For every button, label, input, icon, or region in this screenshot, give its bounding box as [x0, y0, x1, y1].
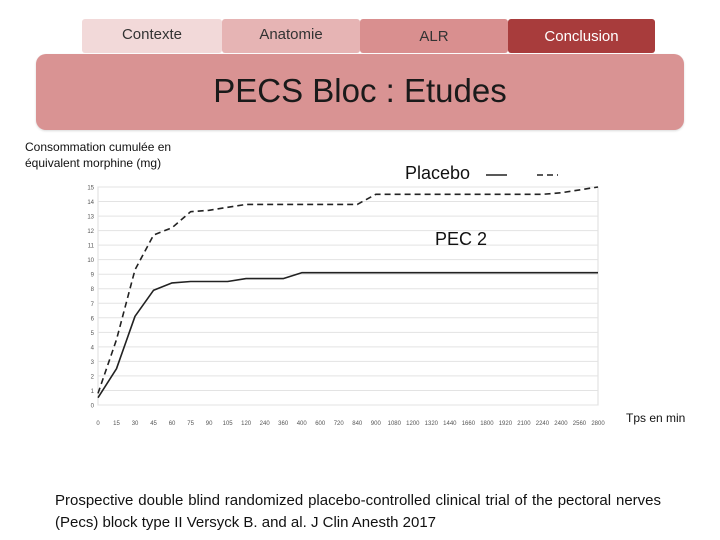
x-tick-label: 720 [333, 421, 344, 427]
x-tick-label: 2240 [535, 421, 550, 427]
tab-label: Conclusion [544, 28, 619, 45]
x-axis-label: Tps en min [626, 411, 686, 425]
plot-area [98, 187, 598, 405]
legend-label-placebo: Placebo [405, 163, 471, 183]
x-tick-label: 2400 [554, 421, 568, 427]
page-title: PECS Bloc : Etudes [213, 72, 507, 109]
y-tick-label: 11 [87, 243, 94, 250]
y-tick-label: 2 [90, 374, 94, 381]
x-tick-label: 75 [187, 421, 194, 427]
y-tick-label: 3 [90, 359, 94, 366]
y-tick-label: 13 [87, 214, 94, 221]
x-tick-label: 600 [315, 421, 326, 427]
y-tick-label: 14 [87, 200, 94, 207]
x-tick-label: 105 [222, 421, 233, 427]
legend-label-pec2: PEC 2 [435, 229, 488, 249]
y-tick-label: 1 [90, 388, 94, 395]
x-tick-label: 15 [113, 421, 120, 427]
y-tick-label: 6 [90, 316, 94, 323]
y-axis-label-text: Consommation cumulée en équivalent morphine (mg) [25, 140, 172, 170]
x-tick-label: 1920 [498, 421, 513, 427]
y-tick-label: 8 [90, 287, 94, 294]
y-tick-label: 5 [90, 330, 94, 337]
tab-label: ALR [419, 28, 449, 45]
x-tick-label: 2100 [517, 421, 531, 427]
x-tick-label: 45 [150, 421, 157, 427]
y-tick-label: 12 [87, 229, 94, 236]
x-tick-label: 1660 [461, 421, 476, 427]
x-tick-label: 400 [296, 421, 307, 427]
tab-label: Anatomie [259, 26, 323, 43]
caption: Prospective double blind randomized placebo-controlled clinical trial of the pectoral nerves (Pecs) block type II Versyck B. and al. J Clin Anesth 2017 [55, 492, 661, 531]
x-tick-label: 2560 [572, 421, 587, 427]
x-tick-label: 1800 [480, 421, 494, 427]
y-tick-label: 9 [90, 272, 94, 279]
x-tick-label: 1320 [424, 421, 439, 427]
x-tick-label: 840 [352, 421, 363, 427]
x-tick-label: 360 [278, 421, 289, 427]
x-tick-label: 1200 [406, 421, 420, 427]
y-tick-label: 4 [90, 345, 94, 352]
x-tick-label: 900 [370, 421, 381, 427]
y-tick-label: 0 [90, 403, 94, 410]
x-tick-label: 0 [96, 421, 100, 427]
y-tick-label: 10 [87, 258, 94, 265]
y-tick-label: 7 [90, 301, 94, 308]
x-tick-label: 1440 [443, 421, 457, 427]
x-tick-label: 120 [241, 421, 252, 427]
x-tick-label: 30 [131, 421, 139, 427]
x-tick-label: 90 [205, 421, 213, 427]
x-tick-label: 1080 [387, 421, 401, 427]
x-tick-label: 2800 [591, 421, 605, 427]
y-tick-label: 15 [87, 185, 94, 192]
x-tick-label: 240 [259, 421, 270, 427]
tab-label: Contexte [121, 26, 183, 43]
x-tick-label: 60 [168, 421, 176, 427]
